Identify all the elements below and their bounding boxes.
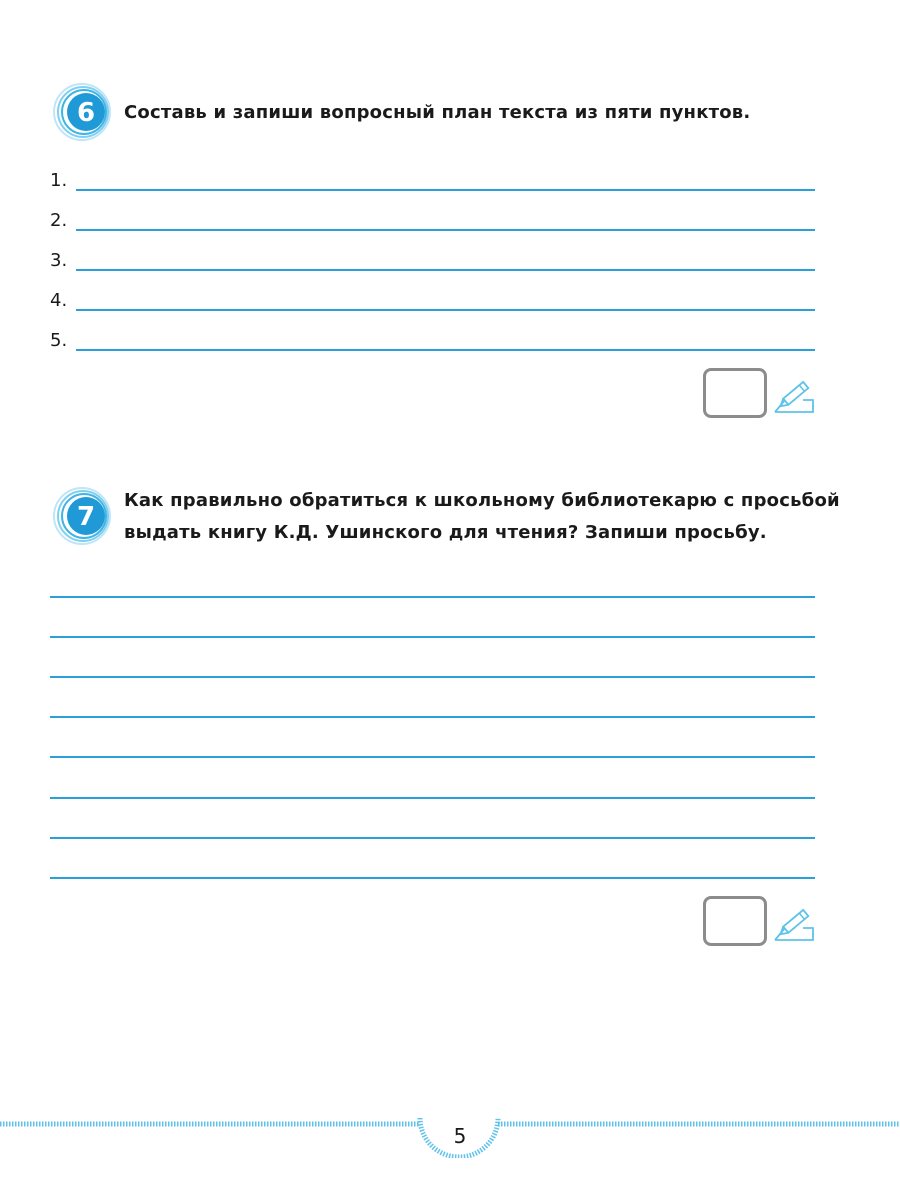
page-number: 5 bbox=[453, 1124, 467, 1148]
task-7-title-line-2: выдать книгу К.Д. Ушинского для чтения? Запиши просьбу. bbox=[124, 522, 767, 543]
line-number: 1. bbox=[50, 170, 68, 191]
footer-dotted-rule-right bbox=[498, 1120, 900, 1128]
task-6-badge bbox=[48, 80, 112, 144]
answer-rule bbox=[76, 229, 815, 231]
answer-line-2[interactable] bbox=[50, 211, 815, 235]
answer-line-5[interactable] bbox=[50, 331, 815, 355]
pencil-icon bbox=[773, 378, 815, 414]
task-6-score bbox=[703, 368, 815, 418]
answer-rule bbox=[76, 269, 815, 271]
line-number: 4. bbox=[50, 290, 68, 311]
writing-line-1[interactable] bbox=[50, 596, 815, 598]
writing-line-7[interactable] bbox=[50, 837, 815, 839]
line-number: 5. bbox=[50, 330, 68, 351]
task-7-title-line-1: Как правильно обратиться к школьному библиотекарю с просьбой bbox=[124, 490, 840, 511]
writing-line-5[interactable] bbox=[50, 756, 815, 758]
answer-line-1[interactable] bbox=[50, 171, 815, 195]
answer-rule bbox=[76, 309, 815, 311]
task-6-title: Составь и запиши вопросный план текста из пяти пунктов. bbox=[124, 102, 751, 123]
answer-line-3[interactable] bbox=[50, 251, 815, 275]
task-6-number: 6 bbox=[76, 98, 96, 128]
task-7-badge bbox=[48, 484, 112, 548]
answer-line-4[interactable] bbox=[50, 291, 815, 315]
writing-line-4[interactable] bbox=[50, 716, 815, 718]
answer-rule bbox=[76, 349, 815, 351]
answer-rule bbox=[76, 189, 815, 191]
footer-dotted-rule-left bbox=[0, 1120, 420, 1128]
writing-line-3[interactable] bbox=[50, 676, 815, 678]
score-box[interactable] bbox=[703, 896, 767, 946]
task-7-number: 7 bbox=[76, 502, 96, 532]
line-number: 2. bbox=[50, 210, 68, 231]
writing-line-6[interactable] bbox=[50, 797, 815, 799]
task-7-score bbox=[703, 896, 815, 946]
pencil-icon bbox=[773, 906, 815, 942]
line-number: 3. bbox=[50, 250, 68, 271]
writing-line-8[interactable] bbox=[50, 877, 815, 879]
writing-line-2[interactable] bbox=[50, 636, 815, 638]
score-box[interactable] bbox=[703, 368, 767, 418]
